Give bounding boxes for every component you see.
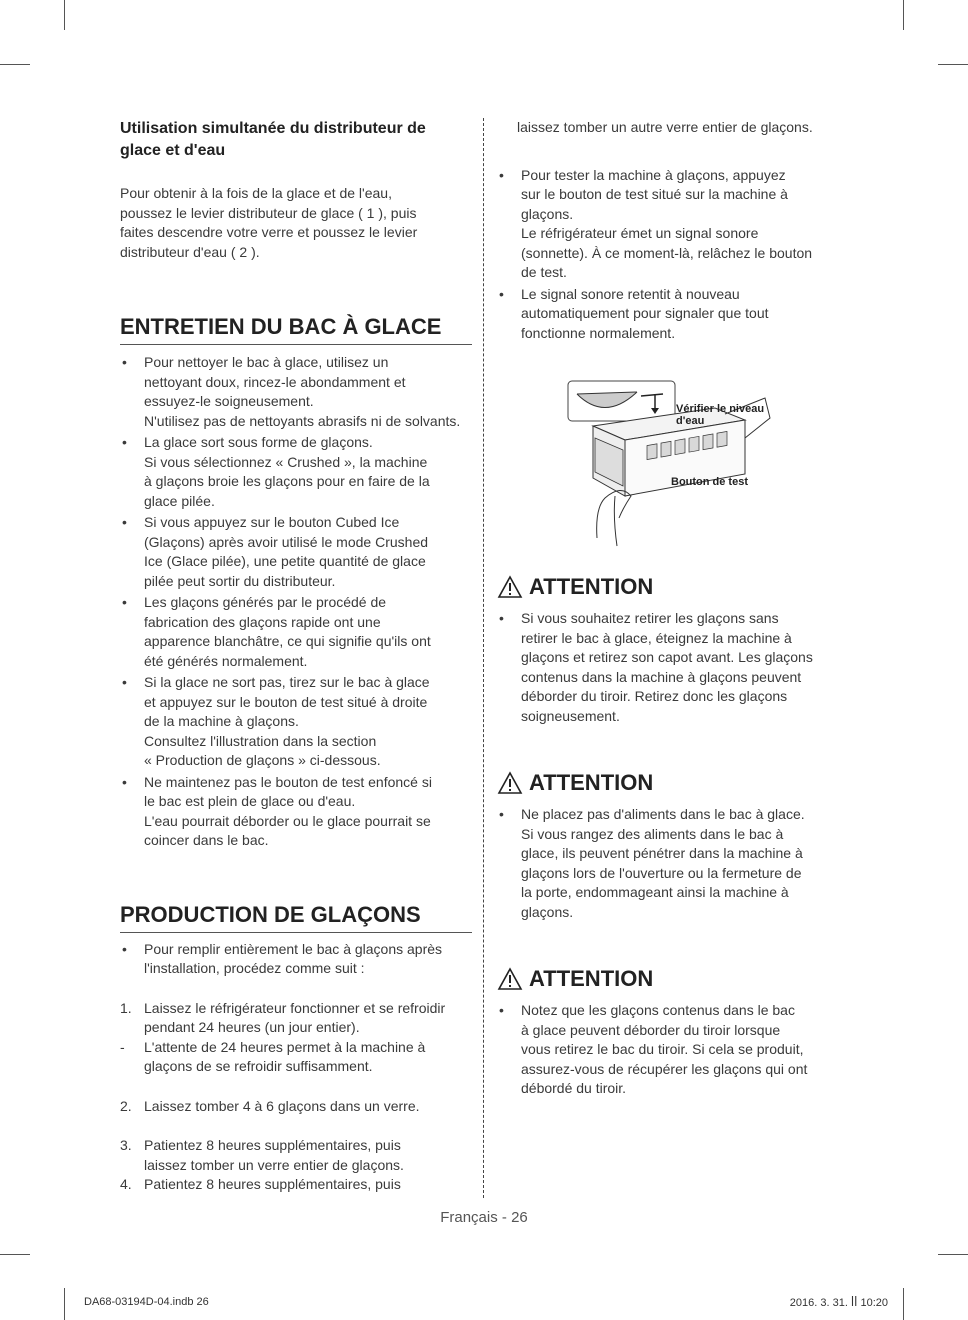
- text-line: N'utilisez pas de nettoyants abrasifs ni de solvants.: [144, 412, 461, 429]
- attention-heading: [497, 769, 847, 797]
- subsection-heading: [120, 118, 472, 162]
- list-item: [497, 166, 847, 283]
- left-column: [120, 118, 472, 1195]
- text-line: fonctionne normalement.: [521, 324, 676, 341]
- text-line: le bac est plein de glace ou d'eau.: [144, 793, 356, 809]
- crop-mark: [938, 1254, 968, 1255]
- subhead-line: Utilisation simultanée du distributeur de: [120, 120, 426, 137]
- text-line: • Ne placez pas d'aliments dans le bac à glace.: [521, 806, 805, 822]
- text-line: • Ne maintenez pas le bouton de test enfoncé si: [144, 773, 432, 790]
- text-line: « Production de glaçons » ci-dessous.: [144, 752, 381, 768]
- step-item: [120, 1097, 472, 1117]
- text-line: soigneusement.: [521, 707, 620, 724]
- attention-heading: [497, 573, 847, 601]
- attention-list-1: [497, 609, 847, 726]
- list-item: [497, 1001, 847, 1099]
- text-line: (Glaçons) après avoir utilisé le mode Crushed: [144, 533, 429, 550]
- text-line: Consultez l'illustration dans la section: [144, 732, 377, 749]
- text-line: pilée peut sortir du distributeur.: [144, 572, 336, 589]
- text-line: déborder du tiroir. Retirez donc les glaçons: [521, 688, 788, 704]
- step-number: -: [120, 1038, 125, 1055]
- text-line: • Si la glace ne sort pas, tirez sur le bac à glace: [144, 674, 430, 690]
- text-line: l'installation, procédez comme suit :: [144, 960, 365, 976]
- text-line: L'attente de 24 heures permet à la machine à: [144, 1038, 426, 1055]
- crop-mark: [0, 1254, 30, 1255]
- list-item: [120, 673, 472, 771]
- text-line: contenus dans la machine à glaçons peuvent: [521, 668, 802, 685]
- intro-paragraph: [120, 184, 472, 262]
- list-item: [120, 433, 472, 511]
- attention-title: ATTENTION: [529, 966, 654, 991]
- warning-triangle-icon: [497, 967, 523, 991]
- text-line: à glace peuvent déborder du tiroir lorsque: [521, 1021, 781, 1038]
- text-line: glaçons de se refroidir suffisamment.: [144, 1058, 373, 1074]
- text-line: été générés normalement.: [144, 652, 308, 669]
- step-item: [120, 1136, 472, 1175]
- text-line: Patientez 8 heures supplémentaires, puis: [144, 1176, 401, 1192]
- text-line: • Le signal sonore retentit à nouveau: [521, 285, 740, 302]
- text-line: distributeur d'eau ( 2 ).: [120, 243, 260, 260]
- text-line: pendant 24 heures (un jour entier).: [144, 1019, 360, 1035]
- crop-mark: [903, 0, 904, 30]
- text-line: faites descendre votre verre et poussez le levier: [120, 224, 418, 240]
- crop-mark: [903, 1288, 904, 1320]
- text-line: automatiquement pour signaler que tout: [521, 305, 769, 321]
- print-file-info: DA68-03194D-04.indb 26: [84, 1296, 209, 1308]
- continued-text: laissez tomber un autre verre entier de glaçons.: [517, 119, 813, 135]
- crop-mark: [0, 64, 30, 65]
- text-line: retirer le bac à glace, éteignez la machine à: [521, 629, 792, 646]
- text-line: • Pour tester la machine à glaçons, appuyez: [521, 166, 786, 183]
- text-line: la porte, endommageant ainsi la machine à: [521, 884, 789, 900]
- step-item: [120, 1038, 472, 1077]
- steps-list: [120, 999, 472, 1195]
- ice-maker-illustration: [565, 378, 790, 548]
- text-line: poussez le levier distributeur de glace ( 1 ), puis: [120, 204, 417, 221]
- list-item: [120, 593, 472, 671]
- text-line: Le réfrigérateur émet un signal sonore: [521, 225, 759, 241]
- text-line: • Notez que les glaçons contenus dans le bac: [521, 1002, 795, 1018]
- text-line: vous retirez le bac du tiroir. Si cela se produit,: [521, 1041, 804, 1057]
- text-line: glaçons.: [521, 903, 574, 920]
- text-line: glaçons lors de l'ouverture ou la fermeture de: [521, 864, 802, 881]
- attention-list-2: [497, 805, 847, 922]
- text-line: glaçons et retirez son capot avant. Les glaçons: [521, 649, 813, 665]
- section-title-entretien: ENTRETIEN DU BAC À GLACE: [120, 313, 472, 345]
- subhead-line: glace et d'eau: [120, 142, 226, 159]
- text-line: • Si vous appuyez sur le bouton Cubed Ice: [144, 514, 400, 530]
- text-line: (sonnette). À ce moment-là, relâchez le bouton: [521, 244, 813, 261]
- text-line: Pour obtenir à la fois de la glace et de l'eau,: [120, 185, 392, 201]
- text-line: sur le bouton de test situé sur la machine à: [521, 186, 788, 202]
- text-line: Si vous sélectionnez « Crushed », la machine: [144, 453, 428, 470]
- right-column: [497, 118, 847, 1099]
- list-item: [120, 940, 472, 979]
- text-line: glace pilée.: [144, 492, 215, 509]
- list-item: [497, 805, 847, 922]
- column-divider: [483, 118, 484, 1198]
- text-line: et appuyez sur le bouton de test situé à droite: [144, 693, 428, 710]
- text-line: de test.: [521, 264, 567, 280]
- text-line: laissez tomber un verre entier de glaçons.: [144, 1156, 404, 1173]
- crop-mark: [938, 64, 968, 65]
- production-bullet-list: [120, 940, 472, 979]
- section-title-production: PRODUCTION DE GLAÇONS: [120, 901, 472, 933]
- text-line: nettoyant doux, rincez-le abondamment et: [144, 373, 406, 390]
- text-line: Ice (Glace pilée), une petite quantité de glace: [144, 553, 426, 569]
- crop-mark: [64, 0, 65, 30]
- text-line: Si vous rangez des aliments dans le bac à: [521, 825, 784, 842]
- step-number: 3.: [120, 1137, 132, 1153]
- water-level-label: Vérifier le niveau d'eau: [676, 403, 765, 427]
- text-line: apparence blanchâtre, ce qui signifie qu'ils ont: [144, 633, 431, 649]
- step-number: 1.: [120, 999, 132, 1016]
- text-line: glaçons.: [521, 205, 574, 222]
- warning-triangle-icon: [497, 771, 523, 795]
- text-line: coincer dans le bac.: [144, 832, 269, 848]
- crop-mark: [64, 1288, 65, 1320]
- text-line: glace, ils peuvent pénétrer dans la machine à: [521, 845, 803, 861]
- text-line: Laissez tomber 4 à 6 glaçons dans un verre.: [144, 1097, 420, 1114]
- attention-list-3: [497, 1001, 847, 1099]
- attention-heading: [497, 965, 847, 993]
- test-button-label: Bouton de test: [671, 476, 748, 488]
- step-item: [120, 999, 472, 1038]
- test-bullet-list: [497, 166, 847, 344]
- text-line: essuyez-le soigneusement.: [144, 393, 314, 409]
- attention-title: ATTENTION: [529, 770, 654, 795]
- list-item: [120, 513, 472, 591]
- warning-triangle-icon: [497, 575, 523, 599]
- text-line: • Les glaçons générés par le procédé de: [144, 594, 387, 610]
- text-line: • Si vous souhaitez retirer les glaçons sans: [521, 610, 779, 626]
- text-line: assurez-vous de récupérer les glaçons qui ont: [521, 1060, 808, 1077]
- text-line: débordé du tiroir.: [521, 1080, 627, 1096]
- text-line: • Pour remplir entièrement le bac à glaçons après: [144, 940, 443, 957]
- text-line: • La glace sort sous forme de glaçons.: [144, 434, 373, 450]
- list-item: [497, 285, 847, 344]
- text-line: Patientez 8 heures supplémentaires, puis: [144, 1137, 401, 1153]
- step-number: 4.: [120, 1176, 132, 1192]
- text-line: • Pour nettoyer le bac à glace, utilisez un: [144, 354, 389, 370]
- text-line: fabrication des glaçons rapide ont une: [144, 613, 381, 630]
- attention-title: ATTENTION: [529, 574, 654, 599]
- text-line: à glaçons broie les glaçons pour en faire de la: [144, 473, 430, 489]
- step-number: 2.: [120, 1097, 132, 1114]
- print-date-info: 2016. 3. 31. ꟾꟾ 10:20: [789, 1297, 888, 1309]
- list-item: [497, 609, 847, 726]
- text-line: Laissez le réfrigérateur fonctionner et se refroidir: [144, 999, 446, 1016]
- step-item: [120, 1175, 472, 1195]
- text-line: de la machine à glaçons.: [144, 713, 299, 729]
- text-line: L'eau pourrait déborder ou le glace pourrait se: [144, 812, 431, 829]
- list-item: [120, 353, 472, 431]
- list-item: [120, 773, 472, 851]
- entretien-bullet-list: [120, 353, 472, 851]
- page-number: Français - 26: [440, 1209, 528, 1226]
